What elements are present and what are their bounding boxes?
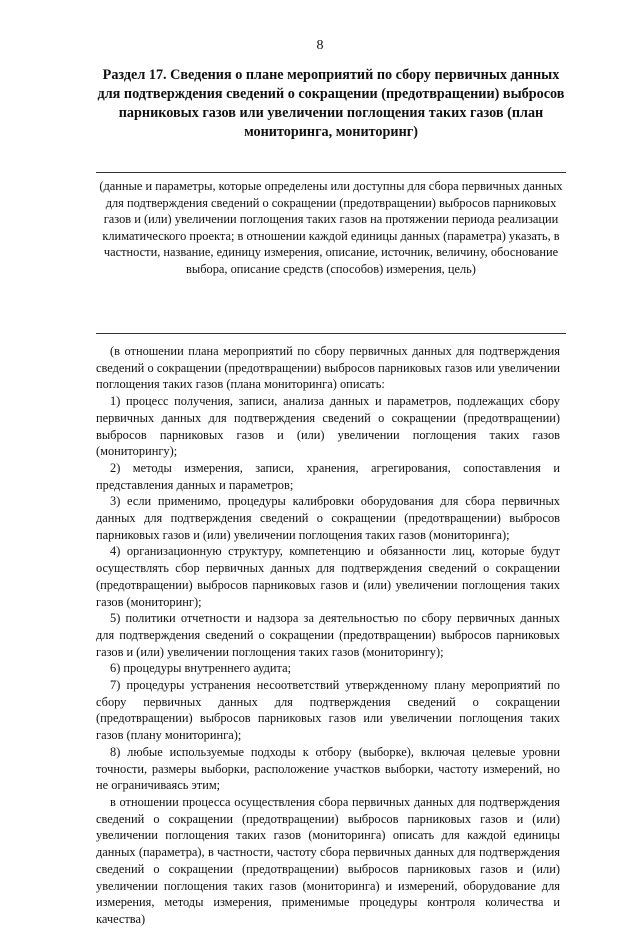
instruction-paragraph: 2) методы измерения, записи, хранения, агрегирования, сопоставления и представления данных и параметров;	[96, 460, 560, 492]
data-parameters-caption: (данные и параметры, которые определены или доступны для сбора первичных данных для подтверждения сведений о сокращении (предотвращении) выбросов парниковых газов и (или) увеличении поглощения таких газов на протяжении периода реализации климатического проекта; в отношении каждой единицы данных (параметра) указать, в частности, название, единицу измерения, описание, источник, величину, обоснование выбора, описание средств (способов) измерения, цель)	[99, 179, 563, 276]
instruction-paragraph: 8) любые используемые подходы к отбору (выборке), включая целевые уровни точности, размеры выборки, расположение участков выборки, частоту измерений, но не ограничиваясь этим;	[96, 744, 560, 793]
instruction-paragraph: 7) процедуры устранения несоответствий утвержденному плану мероприятий по сбору первичных данных для подтверждения сведений о сокращении (предотвращении) выбросов парниковых газов или увеличении поглощения таких газов (плану мониторинга);	[96, 678, 560, 743]
page-number: 8	[316, 38, 324, 53]
instruction-paragraph: 3) если применимо, процедуры калибровки оборудования для сбора первичных данных для подтверждения сведений о сокращении (предотвращении) выбросов парниковых газов и (или) увеличении поглощения таких газов (мониторинга);	[96, 494, 560, 542]
monitoring-plan-instructions	[96, 343, 560, 928]
fill-in-line-monitoring-plan	[96, 333, 566, 334]
instruction-paragraph: (в отношении плана мероприятий по сбору первичных данных для подтверждения сведений о сокращении (предотвращении) выбросов парниковых газов или увеличении поглощения таких газов (плана мониторинга) описать:	[96, 344, 560, 392]
instruction-paragraph: в отношении процесса осуществления сбора первичных данных для подтверждения сведений о сокращении (предотвращении) выбросов парниковых газов и (или) увеличении поглощения таких газов (мониторинга) описать для каждой единицы данных (параметра), в частности, частоту сбора первичных данных для подтверждения сведений о сокращении (предотвращении) выбросов парниковых газов и (или) увеличении поглощения таких газов (мониторинга) и измерений, оборудование для измерения, методы измерения, применимые процедуры контроля количества и качества)	[96, 794, 560, 926]
instruction-paragraph: 6) процедуры внутреннего аудита;	[110, 661, 292, 676]
instruction-paragraph: 1) процесс получения, записи, анализа данных и параметров, подлежащих сбору первичных данных для подтверждения сведений о сокращении (предотвращении) выбросов парниковых газов и (или) увеличении поглощения таких газов (мониторингу);	[96, 394, 560, 459]
instruction-paragraph: 5) политики отчетности и надзора за деятельностью по сбору первичных данных для подтверждения сведений о сокращении (предотвращении) выбросов парниковых газов и (или) увеличении поглощения таких газов (мониторингу);	[96, 611, 560, 659]
fill-in-line-data-parameters	[96, 172, 566, 173]
instruction-paragraph: 4) организационную структуру, компетенцию и обязанности лиц, которые будут осуществлять сбор первичных данных для подтверждения сведений о сокращении (предотвращении) выбросов парниковых газов и (или) увеличении поглощения таких газов (мониторинг);	[96, 544, 560, 609]
section-heading: Раздел 17. Сведения о плане мероприятий по сбору первичных данных для подтверждения сведений о сокращении (предотвращении) выбросов парниковых газов или увеличении поглощения таких газов (план мониторинга, мониторинг)	[97, 67, 565, 140]
